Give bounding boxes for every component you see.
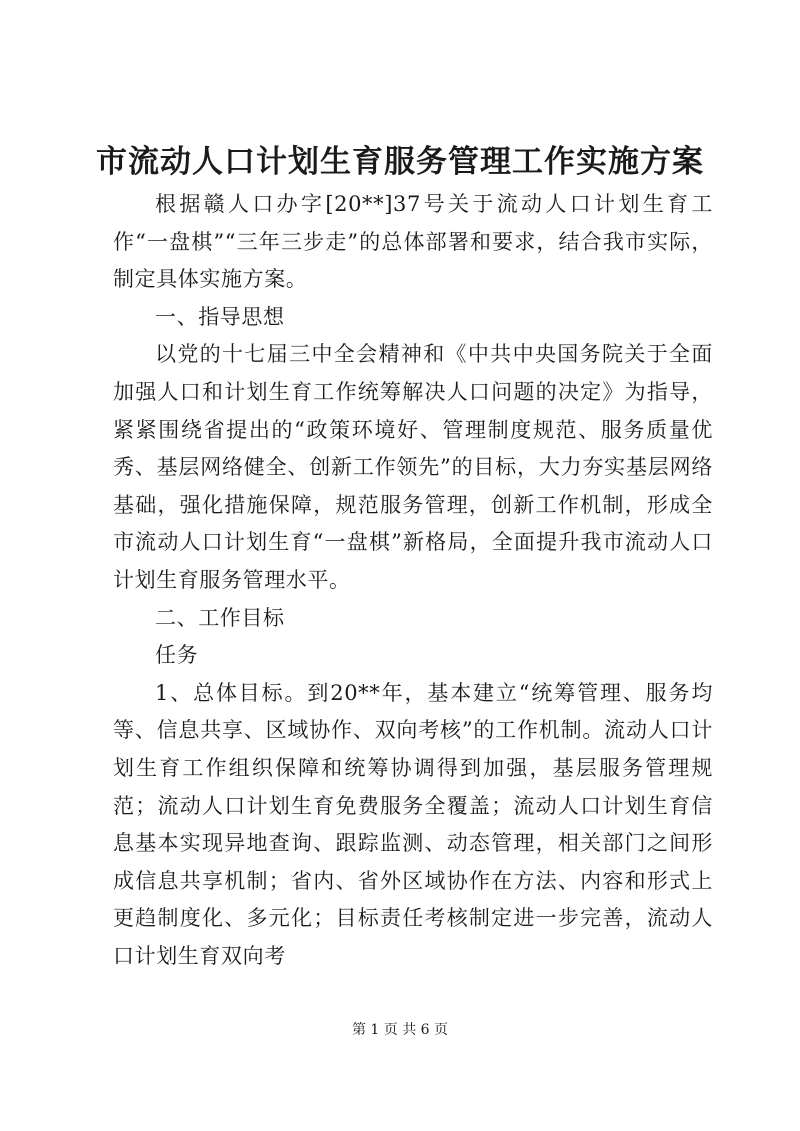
heading-tasks: 任务 <box>155 643 199 668</box>
paragraph-intro: 根据赣人口办字[20**]37号关于流动人口计划生育工作“一盘棋”“三年三步走”的总体部署和要求，结合我市实际，制定具体实施方案。 <box>113 192 713 292</box>
heading-guiding-ideology: 一、指导思想 <box>155 304 285 329</box>
heading-work-goals: 二、工作目标 <box>155 605 285 630</box>
document-title: 市流动人口计划生育服务管理工作实施方案 <box>96 144 704 180</box>
paragraph-guiding-ideology: 以党的十七届三中全会精神和《中共中央国务院关于全面加强人口和计划生育工作统筹解决人口问题的决定》为指导，紧紧围绕省提出的“政策环境好、管理制度规范、服务质量优秀、基层网络健全、创新工作领先”的目标，大力夯实基层网络基础，强化措施保障，规范服务管理，创新工作机制，形成全市流动人口计划生育“一盘棋”新格局，全面提升我市流动人口计划生育服务管理水平。 <box>113 342 713 592</box>
document-body <box>113 186 713 975</box>
paragraph-overall-goal: 1、总体目标。到20**年，基本建立“统筹管理、服务均等、信息共享、区域协作、双向考核”的工作机制。流动人口计划生育工作组织保障和统筹协调得到加强，基层服务管理规范；流动人口计划生育免费服务全覆盖；流动人口计划生育信息基本实现异地查询、跟踪监测、动态管理，相关部门之间形成信息共享机制；省内、省外区域协作在方法、内容和形式上更趋制度化、多元化；目标责任考核制定进一步完善，流动人口计划生育双向考 <box>113 680 713 968</box>
page-number: 第 1 页 共 6 页 <box>351 1022 449 1038</box>
